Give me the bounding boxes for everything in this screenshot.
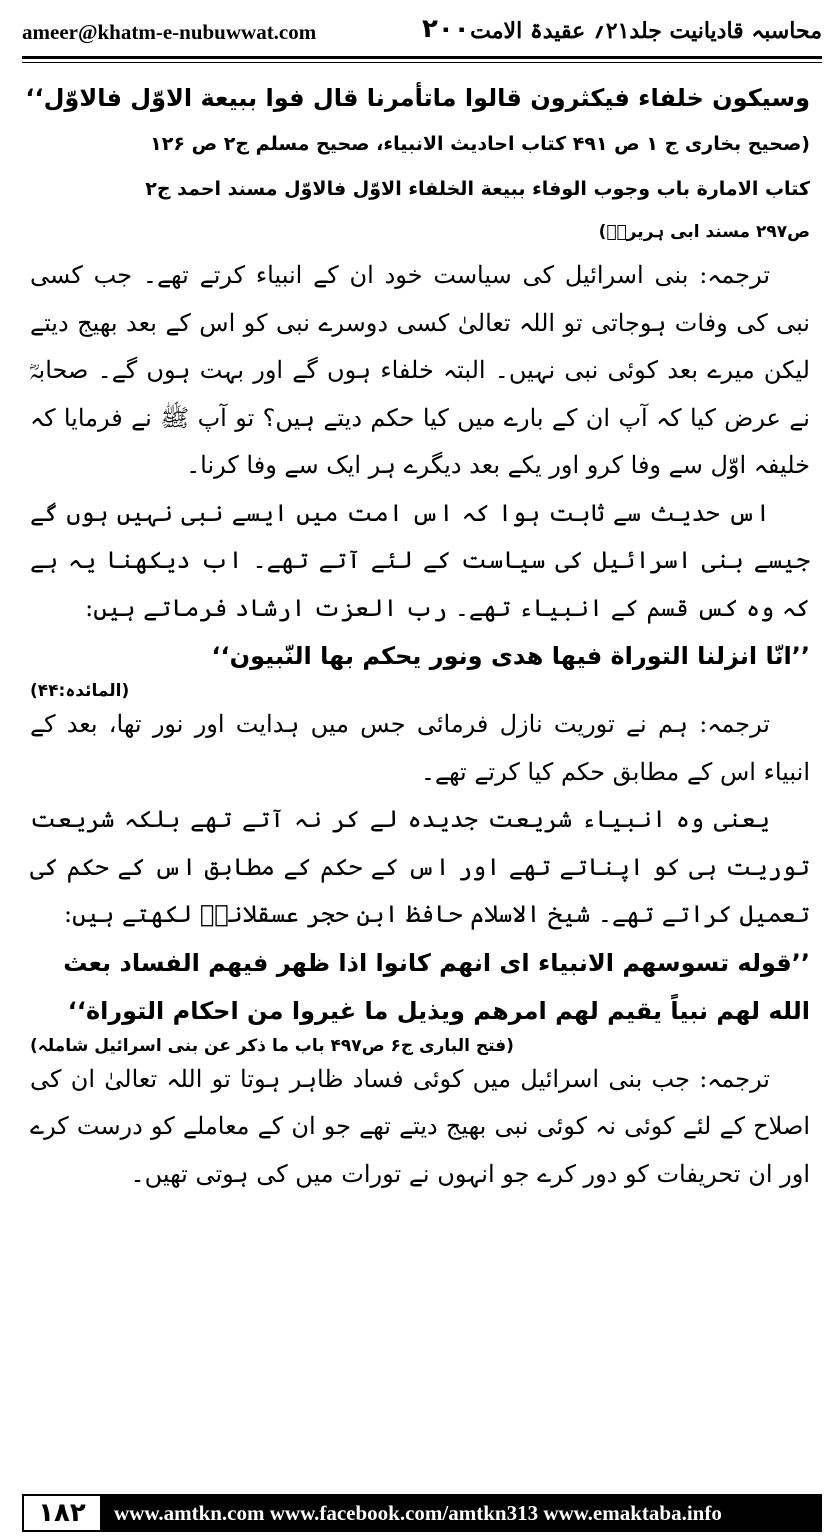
page-footer <box>22 1494 822 1532</box>
header-email: ameer@khatm-e-nubuwwat.com <box>22 20 317 44</box>
quran-reference: (المائدہ:۴۴) <box>30 681 130 701</box>
commentary-paragraph-3: یعنی وہ انبیاء شریعت جدیدہ لے کر نہ آتے تھے بلکہ شریعت توریت ہی کو اپناتے تھے اور اس کے حکم کے مطابق اس کے حکم کی تعمیل کراتے تھے۔ شیخ الاسلام حافظ ابن حجر عسقلانیؒ لکھتے ہیں: <box>30 805 810 928</box>
footer-page-number: ۱۸۲ <box>22 1494 102 1532</box>
page-body <box>25 74 810 1198</box>
hadith-reference-line-1: (صحیح بخاری ج ۱ ص ۴۹۱ کتاب احادیث الانبیاء، صحیح مسلم ج۲ ص ۱۲۶ <box>150 133 810 155</box>
header-book-title: محاسبہ قادیانیت جلد۲۱؍ عقیدۃ الامت <box>470 18 822 44</box>
header-rule-thin <box>22 62 822 63</box>
fath-al-bari-arabic-text: ’’قوله تسوسهم الانبیاء ای انهم کانوا اذا ظهر فیهم الفساد بعث الله لهم نبیاً یقیم لهم امرهم ویذیل ما غیروا من احکام التوراة‘‘ <box>63 948 810 1025</box>
footer-website-links: www.amtkn.com www.facebook.com/amtkn313 www.emaktaba.info <box>114 1501 722 1525</box>
quran-arabic-text: ’’انّا انزلنا التوراة فیها هدی ونور یحکم بها النّبیون‘‘ <box>211 642 810 670</box>
translation-paragraph-1: ترجمہ: بنی اسرائیل کی سیاست خود ان کے انبیاء کرتے تھے۔ جب کسی نبی کی وفات ہوجاتی تو اللہ تعالیٰ کسی دوسرے نبی کو اس کے بعد بھیج دیتے لیکن میرے بعد کوئی نبی نہیں۔ البتہ خلفاء ہوں گے اور بہت ہوں گے۔ صحابہؓ نے عرض کیا کہ آپ ان کے بارے میں کیا حکم دیتے ہیں؟ تو آپ ﷺ نے فرمایا کہ خلیفہ اوّل سے وفا کرو اور یکے بعد دیگرے ہر ایک سے وفا کرنا۔ <box>30 261 810 479</box>
fath-reference-line <box>30 1035 810 1056</box>
translation-paragraph-3: ترجمہ: جب بنی اسرائیل میں کوئی فساد ظاہر ہوتا تو اللہ تعالیٰ ان کی اصلاح کے لئے کوئی نہ کوئی نبی بھیج دیتے تھے جو ان کے معاملے کو درست کرے اور ان تحریفات کو دور کرے جو انہوں نے تورات میں کی ہوتی تھیں۔ <box>30 1064 810 1188</box>
translation-paragraph-2: ترجمہ: ہم نے توریت نازل فرمائی جس میں ہدایت اور نور تھا، بعد کے انبیاء اس کے مطابق حکم کیا کرتے تھے۔ <box>30 710 810 786</box>
hadith-reference-line-2: کتاب الامارة باب وجوب الوفاء ببیعة الخلفاء الاوّل فالاوّل مسند احمد ج۲ <box>145 178 810 200</box>
commentary-paragraph-2: اس حدیث سے ثابت ہوا کہ اس امت میں ایسے نبی نہیں ہوں گے جیسے بنی اسرائیل کی سیاست کے لئے آتے تھے۔ اب دیکھنا یہ ہے کہ وہ کس قسم کے انبیاء تھے۔ رب العزت ارشاد فرماتے ہیں: <box>30 498 810 622</box>
hadith-reference-line-3: ص۲۹۷ مسند ابی ہریرہؓ) <box>598 222 810 242</box>
header-rule-thick <box>22 56 822 59</box>
hadith-arabic-text: وسیکون خلفاء فیکثرون قالوا ماتأمرنا قال فوا ببیعة الاوّل فالاوّل‘‘ <box>25 84 810 112</box>
header-page-number: ۲۰۰ <box>422 14 470 44</box>
fath-al-bari-reference: (فتح الباری ج۶ ص۴۹۷ باب ما ذکر عن بنی اسرائیل شاملہ) <box>30 1035 514 1056</box>
quran-reference-line <box>30 680 810 701</box>
page-header <box>22 14 822 54</box>
